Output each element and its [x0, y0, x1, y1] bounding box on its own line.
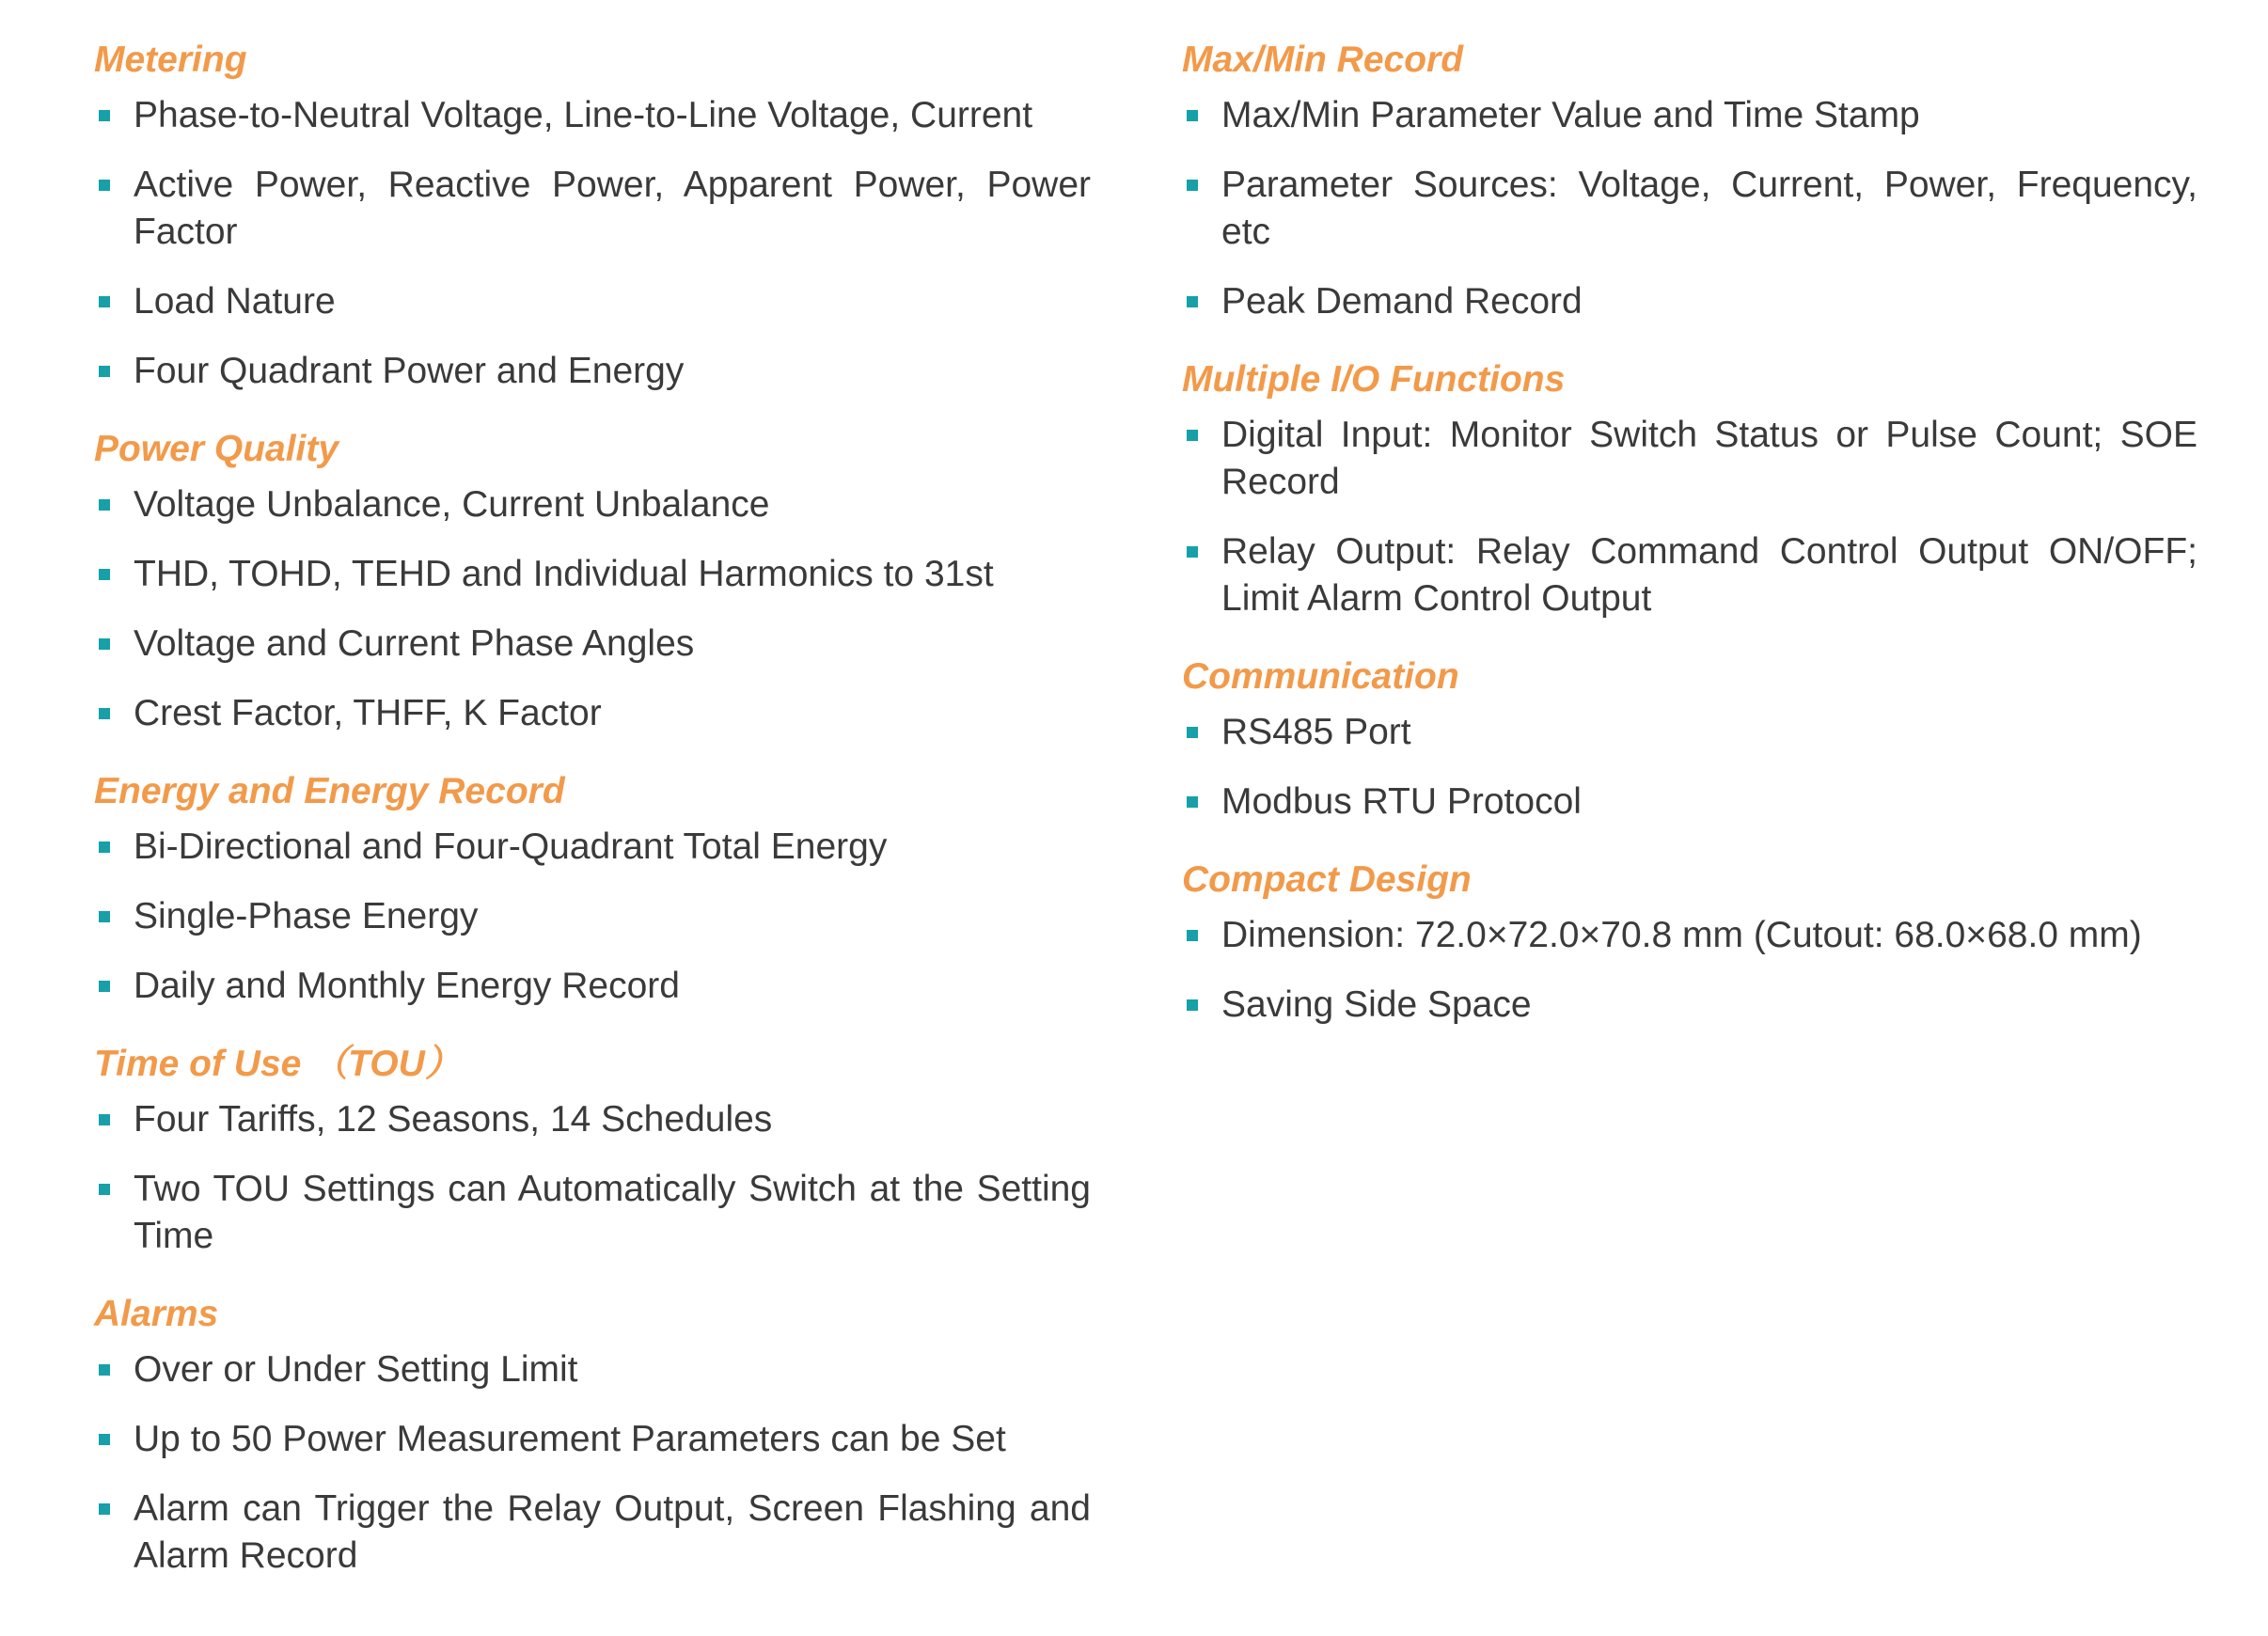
list-item: Daily and Monthly Energy Record — [94, 963, 1091, 1010]
list-item: Modbus RTU Protocol — [1182, 779, 2197, 826]
list-item: Over or Under Setting Limit — [94, 1346, 1091, 1393]
square-bullet-icon — [1187, 546, 1198, 558]
square-bullet-icon — [99, 638, 110, 650]
square-bullet-icon — [1187, 727, 1198, 738]
list-item: THD, TOHD, TEHD and Individual Harmonics to 31st — [94, 551, 1091, 598]
list-item: Bi-Directional and Four-Quadrant Total Energy — [94, 824, 1091, 871]
square-bullet-icon — [1187, 180, 1198, 191]
list-item: RS485 Port — [1182, 709, 2197, 756]
square-bullet-icon — [99, 1434, 110, 1445]
square-bullet-icon — [1187, 430, 1198, 441]
list-item: Parameter Sources: Voltage, Current, Power, Frequency, etc — [1182, 162, 2197, 256]
communication-list — [1182, 709, 2197, 826]
square-bullet-icon — [99, 110, 110, 121]
energy-record-list — [94, 824, 1091, 1010]
list-item: Load Nature — [94, 278, 1091, 325]
left-column — [94, 28, 1091, 1602]
section-title-compact-design: Compact Design — [1182, 859, 1472, 900]
section-title-alarms: Alarms — [94, 1294, 219, 1334]
io-functions-list — [1182, 412, 2197, 622]
square-bullet-icon — [99, 569, 110, 580]
section-title-power-quality: Power Quality — [94, 429, 339, 469]
list-item: Dimension: 72.0×72.0×70.8 mm (Cutout: 68.0×68.0 mm) — [1182, 912, 2197, 959]
list-item: Crest Factor, THFF, K Factor — [94, 690, 1091, 737]
list-item: Single-Phase Energy — [94, 893, 1091, 940]
metering-list — [94, 92, 1091, 395]
time-of-use-list — [94, 1096, 1091, 1260]
square-bullet-icon — [99, 180, 110, 191]
section-title-metering: Metering — [94, 39, 247, 80]
square-bullet-icon — [1187, 796, 1198, 808]
square-bullet-icon — [1187, 296, 1198, 307]
square-bullet-icon — [1187, 110, 1198, 121]
square-bullet-icon — [1187, 999, 1198, 1011]
list-item: Active Power, Reactive Power, Apparent Power, Power Factor — [94, 162, 1091, 256]
square-bullet-icon — [99, 1364, 110, 1376]
square-bullet-icon — [1187, 930, 1198, 941]
section-title-time-of-use: Time of Use （TOU） — [94, 1044, 462, 1084]
section-title-communication: Communication — [1182, 656, 1459, 697]
list-item: Peak Demand Record — [1182, 278, 2197, 325]
square-bullet-icon — [99, 296, 110, 307]
compact-design-list — [1182, 912, 2197, 1029]
max-min-record-list — [1182, 92, 2197, 325]
square-bullet-icon — [99, 981, 110, 992]
list-item: Up to 50 Power Measurement Parameters can be Set — [94, 1416, 1091, 1463]
square-bullet-icon — [99, 708, 110, 719]
section-title-energy-record: Energy and Energy Record — [94, 771, 565, 811]
list-item: Four Quadrant Power and Energy — [94, 348, 1091, 395]
list-item: Voltage and Current Phase Angles — [94, 621, 1091, 668]
power-quality-list — [94, 481, 1091, 737]
square-bullet-icon — [99, 911, 110, 922]
square-bullet-icon — [99, 366, 110, 377]
square-bullet-icon — [99, 1184, 110, 1195]
list-item: Saving Side Space — [1182, 982, 2197, 1029]
square-bullet-icon — [99, 1503, 110, 1515]
list-item: Relay Output: Relay Command Control Output ON/OFF; Limit Alarm Control Output — [1182, 528, 2197, 622]
section-title-max-min-record: Max/Min Record — [1182, 39, 1464, 80]
list-item: Voltage Unbalance, Current Unbalance — [94, 481, 1091, 528]
list-item: Max/Min Parameter Value and Time Stamp — [1182, 92, 2197, 139]
list-item: Digital Input: Monitor Switch Status or Pulse Count; SOE Record — [1182, 412, 2197, 506]
list-item: Alarm can Trigger the Relay Output, Screen Flashing and Alarm Record — [94, 1486, 1091, 1580]
square-bullet-icon — [99, 842, 110, 853]
alarms-list — [94, 1346, 1091, 1580]
list-item: Four Tariffs, 12 Seasons, 14 Schedules — [94, 1096, 1091, 1143]
list-item: Two TOU Settings can Automatically Switch at the Setting Time — [94, 1166, 1091, 1260]
square-bullet-icon — [99, 499, 110, 511]
list-item: Phase-to-Neutral Voltage, Line-to-Line Voltage, Current — [94, 92, 1091, 139]
right-column — [1182, 28, 2197, 1051]
square-bullet-icon — [99, 1114, 110, 1125]
section-title-io-functions: Multiple I/O Functions — [1182, 359, 1566, 400]
